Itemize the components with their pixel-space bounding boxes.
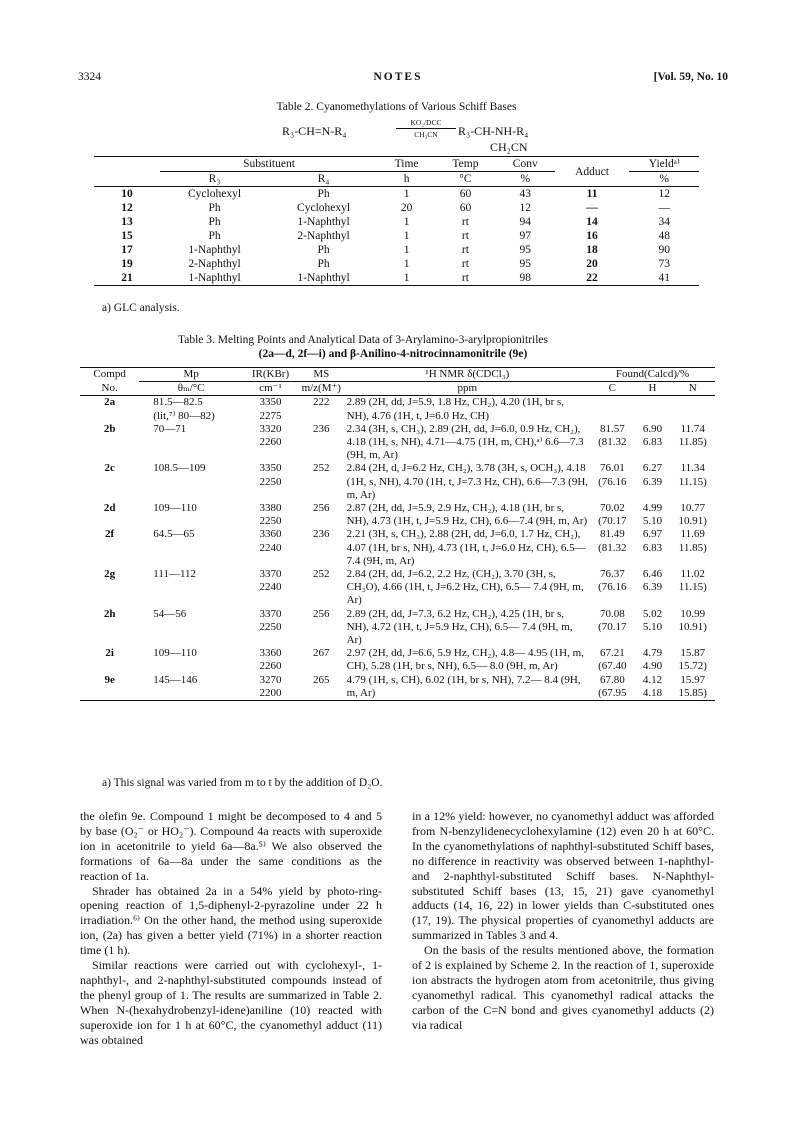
cell-temp: rt (461, 230, 469, 242)
cell-mp-line: (lit,⁷⁾ 80—82) (153, 409, 215, 422)
cell-n-line: 15.72) (678, 660, 707, 673)
cell-c (590, 502, 634, 528)
cell-n (671, 423, 716, 463)
cell-ir-line: 3320 (259, 422, 282, 435)
cell-ir-line: 3370 (259, 607, 282, 620)
cell-c-line: (70.17 (598, 620, 627, 633)
cell-temp: 60 (459, 188, 472, 200)
th-time: Time (378, 157, 435, 172)
cell-c-line (592, 396, 632, 409)
cell-ms: 252 (313, 462, 330, 475)
cell-c (590, 674, 634, 701)
cell-mp-line: 145—146 (153, 673, 198, 686)
cell-r3: Ph (208, 230, 221, 242)
cell-ir (243, 608, 298, 648)
table-row (94, 215, 699, 229)
th-ms: MS (298, 368, 345, 382)
cell-h-line: 6.83 (642, 541, 663, 554)
cell-compd: 2h (103, 607, 116, 620)
cell-mp (139, 528, 243, 568)
cell-adduct: 16 (586, 230, 598, 242)
cell-conv: 95 (519, 258, 531, 270)
cell-h-line: 5.10 (642, 620, 663, 633)
cell-c-line: (81.32 (598, 541, 627, 554)
cell-ms: 252 (313, 568, 330, 581)
th-no: No. (101, 381, 118, 394)
th-nmr: ¹H NMR δ(CDCl₃) (345, 368, 591, 382)
cell-ir (243, 462, 298, 502)
cell-r3: 2-Naphthyl (188, 258, 241, 270)
cell-n-line: 10.91) (678, 620, 707, 633)
cell-h-line: 5.10 (642, 515, 663, 528)
th-h: H (648, 382, 657, 395)
cell-ms: 256 (313, 607, 330, 620)
cell-n-line: 10.99 (680, 607, 706, 620)
cell-r3: Ph (208, 202, 221, 214)
cell-ir-line: 2250 (259, 475, 282, 488)
cell-c-line (592, 409, 632, 422)
th-ms-unit: m/z(M⁺) (301, 382, 341, 395)
table3-footnote: a) This signal was varied from m to t by the addition of D₂O. (102, 777, 383, 789)
cell-mp (139, 396, 243, 423)
cell-adduct: — (586, 202, 598, 214)
cell-r4: Ph (317, 258, 330, 270)
cell-h-line: 6.27 (642, 462, 663, 475)
cell-compd: 2g (104, 568, 116, 581)
cell-mp-line: 111—112 (153, 568, 197, 581)
table-row (80, 502, 715, 528)
cell-ir (243, 568, 298, 608)
cell-n (671, 462, 716, 502)
cell-time: 1 (403, 188, 410, 200)
cell-mp-line: 54—56 (153, 607, 187, 620)
cell-mp (139, 674, 243, 701)
cell-h (635, 647, 671, 673)
cell-c (590, 568, 634, 608)
th-found: Found(Calcd)/% (590, 368, 715, 382)
cell-mp (139, 462, 243, 502)
cell-c-line: (67.40 (598, 660, 627, 673)
table-row (94, 187, 699, 202)
cell-ir-line: 2200 (259, 686, 282, 699)
cell-ir-line: 2275 (259, 409, 282, 422)
cell-ir (243, 674, 298, 701)
table-row (80, 647, 715, 673)
th-r4: R₄ (317, 173, 330, 185)
cell-time: 20 (400, 202, 413, 214)
cell-r3: Cyclohexyl (188, 188, 242, 200)
cell-c-line: (76.16 (598, 581, 627, 594)
cell-adduct: 18 (586, 244, 598, 256)
th-yield: Yieldᵃ⁾ (629, 157, 699, 172)
cell-yield: 90 (658, 244, 670, 256)
cell-n (671, 647, 716, 673)
cell-no: 10 (121, 188, 133, 200)
cell-h (635, 396, 671, 423)
cell-nmr: 2.89 (2H, dd, J=5.9, 1.8 Hz, CH₂), 4.20 (1H, br s, NH), 4.76 (1H, t, J=6.0 Hz, CH) (346, 396, 565, 422)
cell-adduct: 22 (586, 272, 598, 284)
equation-solvent: CH₃CN (414, 130, 438, 139)
cell-conv: 12 (519, 202, 531, 214)
cell-ir-line: 2240 (259, 541, 282, 554)
cell-yield: 34 (658, 216, 670, 228)
table-row (80, 608, 715, 648)
th-c: C (608, 382, 616, 395)
cell-h-line: 6.46 (642, 568, 663, 581)
cell-r4: Ph (317, 244, 330, 256)
cell-conv: 95 (519, 244, 531, 256)
page-number: 3324 (78, 71, 101, 83)
cell-nmr: 2.97 (2H, dd, J=6.6, 5.9 Hz, CH₂), 4.8— 4.95 (1H, m, CH), 5.28 (1H, br s, NH), 6.5— 8.0 (9H, m, Ar) (346, 647, 584, 673)
th-mp-unit: θₘ/°C (177, 382, 205, 395)
cell-no: 19 (121, 258, 133, 270)
cell-h-line: 6.90 (642, 422, 663, 435)
th-temp-unit: °C (459, 173, 472, 185)
cell-c-line: (67.95 (598, 686, 627, 699)
paragraph: the olefin 9e. Compound 1 might be decomposed to 4 and 5 by base (O₂⁻ or HO₂⁻). Compound 4a reacts with superoxide ion in acetonitrile to yield 6a—8a.⁵⁾ We also observed the formations of 6a—8a under the same conditions as the reaction of 1a. (80, 809, 382, 883)
cell-mp (139, 423, 243, 463)
cell-ir-line: 2250 (259, 620, 282, 633)
cell-mp-line: 64.5—65 (153, 528, 195, 541)
cell-time: 1 (403, 216, 410, 228)
equation-product: R₃-CH-NH-R₄ (458, 124, 529, 138)
cell-temp: rt (461, 244, 469, 256)
cell-n-line (673, 396, 714, 409)
cell-r3: Ph (208, 216, 221, 228)
cell-nmr: 2.84 (2H, dd, J=6.2, 2.2 Hz, (CH₂), 3.70 (3H, s, CH₃O), 4.66 (1H, t, J=6.2 Hz, CH), 6.5— 7.4 (9H, m, Ar) (346, 568, 584, 607)
cell-ir-line: 2260 (259, 436, 282, 449)
equation-branch: CH₂CN (490, 140, 528, 154)
cell-c-line: (81.32 (598, 436, 627, 449)
th-adduct: Adduct (575, 165, 609, 178)
cell-ms: 236 (313, 422, 330, 435)
cell-h (635, 502, 671, 528)
th-conv-unit: % (520, 173, 531, 185)
cell-temp: rt (461, 272, 469, 284)
table2 (94, 156, 699, 286)
th-ir-unit: cm⁻¹ (259, 382, 282, 395)
cell-h-line: 6.39 (642, 581, 663, 594)
cell-c-line: (70.17 (598, 515, 627, 528)
cell-h (635, 608, 671, 648)
cell-ms: 222 (313, 396, 330, 409)
cell-n-line: 11.15) (678, 475, 707, 488)
cell-n (671, 528, 716, 568)
cell-n-line: 11.69 (680, 528, 705, 541)
cell-c (590, 647, 634, 673)
table2-footnote: a) GLC analysis. (102, 302, 180, 314)
cell-compd: 2c (104, 462, 115, 475)
cell-conv: 98 (519, 272, 531, 284)
cell-no: 21 (121, 272, 133, 284)
cell-mp-line: 81.5—82.5 (153, 396, 203, 409)
cell-no: 13 (121, 216, 133, 228)
cell-time: 1 (403, 272, 410, 284)
cell-nmr: 2.84 (2H, d, J=6.2 Hz, CH₂), 3.78 (3H, s, OCH₃), 4.18 (1H, s, NH), 4.70 (1H, t, J=7.3 Hz, CH), 6.6—7.3 (9H, m, Ar) (346, 462, 589, 501)
cell-h-line: 5.02 (642, 607, 663, 620)
cell-conv: 94 (519, 216, 531, 228)
table2-caption: Table 2. Cyanomethylations of Various Schiff Bases (276, 101, 517, 113)
table3-caption-line1: Table 3. Melting Points and Analytical Data of 3-Arylamino-3-arylpropionitriles (178, 334, 548, 346)
body-right-column (412, 809, 714, 1033)
equation-reagent: KO₂/DCC (410, 118, 442, 127)
cell-h-line: 4.12 (642, 673, 663, 686)
cell-no: 15 (121, 230, 133, 242)
cell-mp (139, 502, 243, 528)
cell-mp-line: 109—110 (153, 502, 197, 515)
equation-reactant: R₃-CH=N-R₄ (282, 124, 347, 138)
table-row (80, 462, 715, 502)
table3-caption (178, 333, 638, 361)
th-r3: R₃ (208, 173, 221, 185)
cell-adduct: 11 (586, 188, 598, 200)
cell-r3: 1-Naphthyl (188, 272, 241, 284)
th-temp: Temp (435, 157, 496, 172)
th-substituent: Substituent (160, 157, 378, 172)
table2-equation (282, 118, 582, 154)
cell-n (671, 396, 716, 423)
cell-c-line: 81.57 (599, 422, 625, 435)
cell-h-line: 4.90 (642, 660, 663, 673)
cell-yield: 12 (658, 188, 670, 200)
cell-ir-line: 2250 (259, 515, 282, 528)
cell-yield: 41 (658, 272, 670, 284)
th-mp: Mp (139, 368, 243, 382)
cell-compd: 2i (105, 647, 114, 660)
cell-ir-line: 2260 (259, 660, 282, 673)
cell-n-line: 11.34 (680, 462, 705, 475)
th-n: N (688, 382, 697, 395)
journal-volume: [Vol. 59, No. 10 (653, 71, 728, 83)
equation-arrow (396, 118, 456, 139)
section-title: NOTES (373, 71, 423, 83)
cell-h-line: 6.97 (642, 528, 663, 541)
cell-h-line (637, 396, 669, 409)
cell-ir (243, 647, 298, 673)
cell-r3: 1-Naphthyl (188, 244, 241, 256)
cell-nmr: 2.87 (2H, dd, J=5.9, 2.9 Hz, CH₂), 4.18 (1H, br s, NH), 4.73 (1H, t, J=5.9 Hz, CH), 6.6—7.4 (9H, m, Ar) (346, 502, 588, 528)
table-row (80, 396, 715, 423)
cell-mp-line: 108.5—109 (153, 462, 206, 475)
cell-c-line: 70.08 (599, 607, 625, 620)
cell-n-line: 15.87 (680, 647, 706, 660)
table-row (94, 257, 699, 271)
cell-c-line: 70.02 (599, 502, 625, 515)
cell-time: 1 (403, 230, 410, 242)
cell-c (590, 396, 634, 423)
cell-ms: 267 (313, 647, 330, 660)
table-row (94, 201, 699, 215)
cell-h (635, 462, 671, 502)
cell-h (635, 528, 671, 568)
cell-n (671, 568, 716, 608)
cell-ir (243, 423, 298, 463)
cell-c (590, 528, 634, 568)
cell-time: 1 (403, 244, 410, 256)
cell-n (671, 608, 716, 648)
cell-mp (139, 568, 243, 608)
cell-yield: 48 (658, 230, 670, 242)
cell-n-line: 10.77 (680, 502, 706, 515)
cell-conv: 43 (519, 188, 531, 200)
cell-yield: — (658, 202, 670, 214)
cell-compd: 2d (103, 502, 116, 515)
cell-h-line (637, 409, 669, 422)
cell-h-line: 6.39 (642, 475, 663, 488)
cell-n-line: 15.97 (680, 673, 706, 686)
cell-n (671, 674, 716, 701)
cell-r4: 2-Naphthyl (297, 230, 350, 242)
th-ir: IR(KBr) (243, 368, 298, 382)
body-left-column (80, 809, 382, 1048)
cell-mp (139, 647, 243, 673)
cell-adduct: 20 (586, 258, 598, 270)
cell-ms: 256 (313, 502, 330, 515)
cell-ir-line: 3380 (259, 502, 282, 515)
cell-nmr: 2.21 (3H, s, CH₃), 2.88 (2H, dd, J=6.0, 1.7 Hz, CH₂), 4.07 (1H, br s, NH), 4.73 (1H, t, J=6.0 Hz, CH), 6.5—7.4 (9H, m, Ar) (346, 528, 586, 567)
cell-time: 1 (403, 258, 410, 270)
cell-nmr: 2.89 (2H, dd, J=7.3, 6.2 Hz, CH₂), 4.25 (1H, br s, NH), 4.72 (1H, t, J=5.9 Hz, CH), 6.5— 7.4 (9H, m, Ar) (346, 607, 573, 647)
cell-c-line: 67.21 (599, 647, 625, 660)
cell-n-line: 11.15) (678, 581, 707, 594)
table-row (80, 568, 715, 608)
cell-r4: 1-Naphthyl (297, 272, 350, 284)
cell-ms: 265 (313, 673, 330, 686)
table-row (94, 271, 699, 286)
cell-ms: 236 (313, 528, 330, 541)
cell-h-line: 6.83 (642, 436, 663, 449)
paragraph: in a 12% yield: however, no cyanomethyl adduct was afforded from N-benzylidenecyclohexylamine (12) even 20 h at 60°C. In the cyanomethylations of naphthyl-substituted Schiff bases, no difference in reactivity was observed between 1-naphthyl- and 2-naphthyl-substituted Schiff bases. N-Naphthyl-substituted Schiff bases (13, 15, 21) gave cyanomethyl adducts (14, 16, 22) in lower yields than C-substituted ones (17, 19). The physical properties of cyanomethyl adducts are summarized in Tables 3 and 4. (412, 809, 714, 943)
cell-ir-line: 3270 (259, 673, 282, 686)
paragraph: Shrader has obtained 2a in a 54% yield by photo-ring-opening reaction of 1,5-diphenyl-2-pyrazoline under 22 h irradiation.⁶⁾ On the other hand, the method using superoxide ion, (2a) has given a better yield (71%) in a shorter reaction time (1 h). (80, 883, 382, 958)
table-row (94, 243, 699, 257)
cell-c (590, 462, 634, 502)
th-conv: Conv (496, 157, 555, 172)
cell-h-line: 4.18 (642, 686, 663, 699)
th-yield-unit: % (659, 173, 670, 185)
cell-h (635, 568, 671, 608)
cell-ir-line: 2240 (259, 581, 282, 594)
cell-c (590, 423, 634, 463)
cell-n-line (673, 409, 714, 422)
cell-c-line: 76.37 (599, 568, 625, 581)
cell-no: 17 (121, 244, 133, 256)
cell-h (635, 423, 671, 463)
cell-ir (243, 396, 298, 423)
th-nmr-unit: ppm (457, 382, 478, 395)
cell-n-line: 15.85) (678, 686, 707, 699)
th-time-unit: h (403, 173, 410, 185)
cell-conv: 97 (519, 230, 531, 242)
cell-ir-line: 3350 (259, 396, 282, 409)
cell-compd: 2b (103, 422, 116, 435)
cell-temp: rt (461, 258, 469, 270)
paragraph: On the basis of the results mentioned above, the formation of 2 is explained by Scheme 2. In the reaction of 1, superoxide ion abstracts the hydrogen atom from acetonitrile, thus giving cyanomethyl radical. This cyanomethyl radical attacks the carbon of the C=N bond and gives cyanomethyl adducts (2) via radical (412, 943, 714, 1032)
table-row (80, 423, 715, 463)
cell-r4: 1-Naphthyl (297, 216, 350, 228)
cell-n-line: 11.74 (680, 422, 705, 435)
cell-n-line: 11.02 (680, 568, 705, 581)
cell-nmr: 4.79 (1H, s, CH), 6.02 (1H, br s, NH), 7.2— 8.4 (9H, m, Ar) (346, 673, 581, 699)
th-compd: Compd (93, 368, 126, 380)
cell-ir-line: 3360 (259, 647, 282, 660)
cell-nmr: 2.34 (3H, s, CH₃), 2.89 (2H, dd, J=6.0, 0.9 Hz, CH₂), 4.18 (1H, s, NH), 4.71—4.75 (1H, m, CH),ᵃ⁾ 6.6—7.3 (9H, m, Ar) (346, 422, 584, 462)
cell-h-line: 4.79 (642, 647, 663, 660)
cell-ir-line: 3360 (259, 528, 282, 541)
cell-c-line: 67.80 (599, 673, 625, 686)
cell-temp: 60 (459, 202, 472, 214)
cell-compd: 2a (104, 396, 116, 409)
table-row (80, 674, 715, 701)
cell-n-line: 10.91) (678, 515, 707, 528)
cell-ir-line: 3350 (259, 462, 282, 475)
table-row (94, 229, 699, 243)
cell-adduct: 14 (586, 216, 598, 228)
cell-yield: 73 (658, 258, 670, 270)
cell-h (635, 674, 671, 701)
cell-mp-line: 70—71 (153, 422, 187, 435)
cell-r4: Ph (317, 188, 330, 200)
table3 (80, 367, 715, 701)
cell-mp (139, 608, 243, 648)
cell-ir (243, 502, 298, 528)
cell-compd: 9e (104, 673, 115, 686)
cell-n-line: 11.85) (678, 541, 707, 554)
cell-compd: 2f (105, 528, 115, 541)
cell-c-line: (76.16 (598, 475, 627, 488)
cell-c (590, 608, 634, 648)
cell-r4: Cyclohexyl (297, 202, 351, 214)
table3-caption-line2: (2a—d, 2f—i) and β-Anilino-4-nitrocinnamonitrile (9e) (258, 348, 528, 360)
cell-h-line: 4.99 (642, 502, 663, 515)
cell-c-line: 76.01 (599, 462, 625, 475)
cell-ir (243, 528, 298, 568)
cell-temp: rt (461, 216, 469, 228)
cell-c-line: 81.49 (599, 528, 625, 541)
cell-mp-line: 109—110 (153, 647, 197, 660)
cell-ir-line: 3370 (259, 568, 282, 581)
cell-n-line: 11.85) (678, 436, 707, 449)
cell-no: 12 (121, 202, 133, 214)
cell-n (671, 502, 716, 528)
table-row (80, 528, 715, 568)
paragraph: Similar reactions were carried out with cyclohexyl-, 1-naphthyl-, and 2-naphthyl-substituted compounds instead of the phenyl group of 1. The results are summarized in Table 2. When N-(hexahydrobenzyl-idene)aniline (10) reacted with superoxide ion for 1 h at 60°C, the cyanomethyl adduct (11) was obtained (80, 958, 382, 1047)
